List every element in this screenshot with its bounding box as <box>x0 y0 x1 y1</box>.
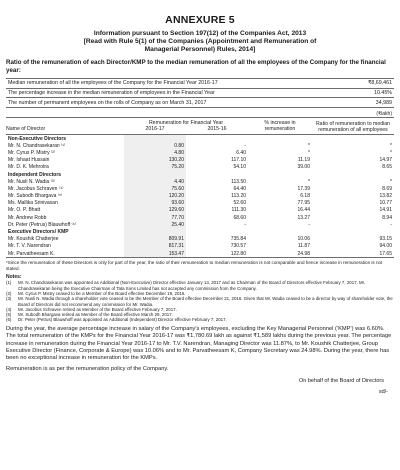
director-name: Dr. Peter (Petrus) Blauwhoff ⁽⁶⁾ <box>8 221 77 228</box>
sign-off: On behalf of the Board of Directors <box>299 378 384 385</box>
cell-2015-16: 64.40 <box>233 185 246 192</box>
cell-2016-17 <box>124 134 186 142</box>
table-row <box>6 236 394 243</box>
cell-2015-16: 117.10 <box>231 157 246 164</box>
note-text: Mr. Jacobus Schraven retired as Member of the Board effective February 7, 2017. <box>18 306 177 312</box>
cell-ratio: * <box>390 149 392 156</box>
director-name: Mr. D. K. Mehrotra <box>8 164 49 171</box>
cell-2016-17 <box>124 228 186 235</box>
cell-2016-17: 4.40 <box>124 178 186 185</box>
category-label: Non-Executive Directors <box>8 135 67 142</box>
unit-label: (₹lakh) <box>376 110 392 117</box>
director-name: Mr. Cyrus P. Mistry ⁽²⁾ <box>8 149 56 156</box>
summary-value: 34,989 <box>324 98 394 108</box>
table-row <box>6 178 394 185</box>
note-text: Mr. Subodh Bhargava retired as Member of the Board effective March 29, 2017. <box>18 312 173 318</box>
cell-percent-increase: * <box>308 142 310 149</box>
cell-ratio: 8.65 <box>382 164 392 171</box>
summary-row <box>6 79 394 89</box>
note-item <box>6 317 394 322</box>
cell-2016-17: 4.80 <box>124 149 186 156</box>
cell-percent-increase: 13.27 <box>297 214 310 221</box>
note-text: Mr. Nusli N. Wadia through a shareholder vote ceased to be the Member of the Board effective December 21, 2016. Given that Mr. Wadia ceased to be a director by way of shareholder vote, the Board of Directors did not recommend any commission for Mr. Wadia. <box>18 296 393 307</box>
remuneration-table-body <box>6 134 394 257</box>
cell-ratio <box>312 171 394 178</box>
director-name: Mr. N. Chandrasekaran ⁽¹⁾ <box>8 142 66 149</box>
notes-heading: Notes: <box>6 274 22 281</box>
cell-2015-16 <box>186 228 248 235</box>
cell-percent-increase: 24.98 <box>248 250 312 258</box>
note-number: (2) <box>6 290 12 296</box>
cell-2016-17: 75.20 <box>124 164 186 171</box>
cell-ratio: 13.82 <box>379 193 392 200</box>
summary-label: The percentage increase in the median remuneration of employees in the Financial Year <box>6 88 324 98</box>
summary-table <box>6 78 394 108</box>
cell-percent-increase: 10.06 <box>297 236 310 243</box>
cell-ratio: 14.97 <box>379 157 392 164</box>
summary-row <box>6 88 394 98</box>
cell-percent-increase: 77.95 <box>297 200 310 207</box>
cell-ratio: - <box>390 221 392 228</box>
director-name: Mr. O. P. Bhatt <box>8 207 41 214</box>
cell-2015-16: 68.60 <box>233 214 246 221</box>
cell-percent-increase: * <box>308 149 310 156</box>
cell-2015-16: 122.80 <box>186 250 248 258</box>
cell-percent-increase: 11.87 <box>297 243 310 250</box>
cell-2015-16 <box>186 134 248 142</box>
cell-2016-17: 809.91 <box>124 236 186 243</box>
cell-percent-increase: - <box>308 221 310 228</box>
signature-mark: sd/- <box>378 389 388 396</box>
header-2016-17: 2016-17 <box>124 126 186 135</box>
cell-percent-increase: 11.19 <box>297 157 310 164</box>
cell-ratio: 8.69 <box>382 185 392 192</box>
category-label: Independent Directors <box>8 171 62 178</box>
note-number: (3) <box>6 296 12 302</box>
summary-row <box>6 98 394 108</box>
cell-percent-increase: 39.00 <box>297 164 310 171</box>
director-name: Mr. Koushik Chatterjee <box>8 236 59 243</box>
cell-2016-17: 130.20 <box>124 157 186 164</box>
cell-2015-16: 735.84 <box>230 236 246 243</box>
category-row <box>6 134 394 142</box>
table-row <box>6 221 394 228</box>
cell-2016-17: 75.60 <box>124 185 186 192</box>
cell-2016-17: 93.60 <box>124 200 186 207</box>
header-2015-16: 2015-16 <box>186 126 248 135</box>
director-name: Mr. Andrew Robb <box>8 214 47 221</box>
cell-percent-increase: 6.18 <box>300 193 310 200</box>
header-name: Name of Director <box>6 117 124 134</box>
cell-2015-16: - <box>244 221 246 228</box>
cell-2015-16: 113.50 <box>231 178 246 185</box>
cell-ratio: 93.15 <box>379 236 392 243</box>
section-heading: Ratio of the remuneration of each Director/KMP to the median remuneration of all the employees of the Company for the financial year: <box>6 59 386 74</box>
cell-2015-16: 52.60 <box>233 200 246 207</box>
director-name: Mr. Jacobus Schraven ⁽⁴⁾ <box>8 185 64 192</box>
subtitle-line: Information pursuant to Section 197(12) of the Companies Act, 2013 <box>93 30 307 37</box>
cell-ratio: * <box>390 142 392 149</box>
cell-2015-16: 6.40 <box>236 149 246 156</box>
cell-2016-17: 129.60 <box>124 207 186 214</box>
table-row <box>6 214 394 221</box>
cell-2016-17: 77.70 <box>124 214 186 221</box>
note-text: Mr. N. Chandrasekaran was appointed as Additional (Non-Executive) Director effective January 13, 2017 and as Chairman of the Board of Directors effective February 7, 2017. Mr. Chandrasekaran being the Executive Chairman of Tata Sons Limited has not accepted any commission from the Company. <box>18 280 366 291</box>
cell-2016-17: 153.47 <box>124 250 186 258</box>
cell-percent-increase <box>248 228 312 235</box>
cell-ratio <box>312 134 394 142</box>
header-ratio: Ratio of remuneration to median remuneration of all employees <box>312 117 394 134</box>
cell-2015-16: 54.10 <box>233 164 246 171</box>
cell-percent-increase: 17.39 <box>297 185 310 192</box>
cell-2015-16 <box>186 171 248 178</box>
table-row <box>6 192 394 199</box>
director-name: Mr. Subodh Bhargava ⁽⁵⁾ <box>8 193 63 200</box>
cell-ratio: 14.91 <box>379 207 392 214</box>
cell-percent-increase <box>248 171 312 178</box>
summary-label: The number of permanent employees on the rolls of Company as on March 31, 2017 <box>6 98 324 108</box>
cell-percent-increase <box>248 134 312 142</box>
cell-2015-16: 111.30 <box>231 207 246 214</box>
annexure-title: ANNEXURE 5 <box>165 14 235 26</box>
note-number: (1) <box>6 280 12 286</box>
table-row <box>6 142 394 149</box>
cell-2016-17: 0.80 <box>124 142 186 149</box>
table-row <box>6 200 394 207</box>
cell-2016-17: 25.40 <box>124 221 186 228</box>
cell-ratio: 10.77 <box>379 200 392 207</box>
summary-label: Median remuneration of all the employees of the Company for the Financial Year 2016-17 <box>6 79 324 89</box>
subtitle-line: Managerial Personnel) Rules, 2014] <box>144 46 256 53</box>
header-row <box>6 117 394 126</box>
table-row <box>6 164 394 171</box>
table-footnote: *Since the remuneration of these Directors is only for part of the year, the ratio of their remuneration to median remuneration is not comparable and hence increase in remuneration is not stated. <box>6 260 383 271</box>
cell-ratio: 17.65 <box>312 250 394 258</box>
cell-percent-increase: 16.44 <box>297 207 310 214</box>
director-name: Mr. Parvatheesam K. <box>6 250 124 258</box>
table-row <box>6 250 394 258</box>
director-name: Mr. Nusli N. Wadia ⁽³⁾ <box>8 178 55 185</box>
note-number: (5) <box>6 312 12 318</box>
header-percent-increase: % increase in remuneration <box>248 117 312 134</box>
cell-ratio <box>312 228 394 235</box>
cell-ratio: 8.94 <box>382 214 392 221</box>
cell-ratio: * <box>390 178 392 185</box>
cell-2015-16: 730.57 <box>230 243 246 250</box>
note-item <box>6 296 394 307</box>
category-row <box>6 228 394 235</box>
summary-value: 10.45% <box>324 88 394 98</box>
director-name: Mr. Ishaat Hussain <box>8 157 50 164</box>
cell-2015-16: - <box>244 142 246 149</box>
cell-percent-increase: * <box>308 178 310 185</box>
table-row <box>6 185 394 192</box>
category-label: Executive Directors/ KMP <box>8 229 69 235</box>
cell-ratio: 94.00 <box>379 243 392 250</box>
note-item <box>6 280 394 291</box>
note-number: (6) <box>6 317 12 323</box>
summary-value: ₹8,69,461 <box>324 79 394 89</box>
note-number: (4) <box>6 306 12 312</box>
remuneration-table <box>6 117 394 258</box>
summary-paragraph: During the year, the average percentage increase in salary of the Company's employees, excluding the Key Managerial Personnel (‘KMP’) was 6.60%. The total remuneration of the KMPs for the Financial Year 2016-17 was ₹1,780.69 lakh as against ₹1,589 lakhs during the previous year. The percentage increase in remuneration during the Financial Year 2016-17 to Mr. T.V. Narendran, Managing Director was 11.87%, to Mr. Koushik Chatterjee, Group Executive Director (Finance, Corporate & Europe) was 10.06% and to Mr. Parvatheesam K, Company Secretary was 24.98%. During the year, there has been no exceptional increase in remuneration for the KMPs. <box>6 325 392 362</box>
notes-list <box>6 280 394 322</box>
table-row <box>6 149 394 156</box>
header-remuneration-fy: Remuneration for Financial Year <box>124 117 248 126</box>
document-subtitle <box>6 30 394 54</box>
table-row <box>6 243 394 250</box>
cell-2016-17: 817.31 <box>124 243 186 250</box>
table-row <box>6 207 394 214</box>
note-text: Dr. Peter (Petrus) Blauwhoff was appointed as Additional (Independent) Director effective February 7, 2017. <box>18 317 227 323</box>
cell-2016-17: 120.20 <box>124 192 186 199</box>
director-name: Ms. Mallika Srinivasan <box>8 200 58 207</box>
category-row <box>6 171 394 178</box>
cell-2015-16: 113.20 <box>231 193 246 200</box>
note-text: Mr. Cyrus P. Mistry ceased to be a Member of the Board effective December 19, 2016. <box>18 290 186 296</box>
director-name: Mr. T. V. Narendran <box>8 243 51 250</box>
table-row <box>6 157 394 164</box>
policy-paragraph: Remuneration is as per the remuneration policy of the Company. <box>6 365 169 372</box>
subtitle-line: [Read with Rule 5(1) of the Companies (Appointment and Remuneration of <box>83 38 317 45</box>
cell-2016-17 <box>124 171 186 178</box>
